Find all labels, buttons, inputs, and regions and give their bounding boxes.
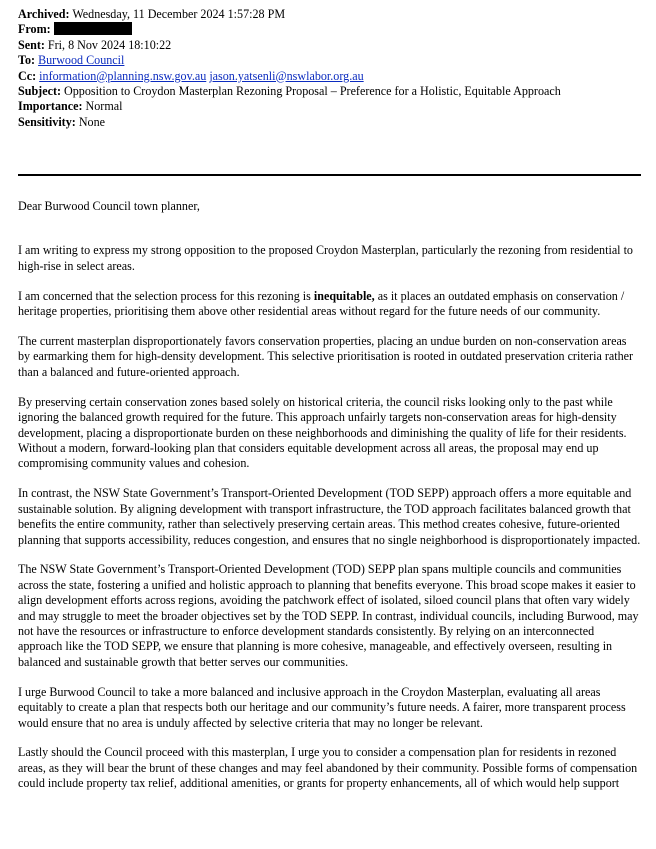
subject-value: Opposition to Croydon Masterplan Rezoning Proposal – Preference for a Holistic, Equitable Approach: [64, 84, 561, 99]
redacted-sender: [54, 22, 132, 35]
email-body: [18, 199, 641, 806]
from-row: [18, 22, 641, 37]
paragraph-5: In contrast, the NSW State Government’s Transport-Oriented Development (TOD SEPP) approach offers a more equitable and sustainable solution. By aligning development with transport infrastructure, the TOD approach facilitates balanced growth that benefits the entire community, rather than selectively preserving certain areas. This method creates cohesive, future-oriented planning that supports accessibility, reduces congestion, and ensures that no single neighborhood is disproportionately impacted.: [18, 486, 641, 547]
paragraph-2-emphasis: inequitable,: [313, 288, 375, 303]
sensitivity-label: Sensitivity:: [18, 114, 76, 129]
sensitivity-value: None: [78, 114, 106, 129]
importance-row: [18, 99, 641, 114]
paragraph-2-end: as it places an outdated emphasis on conservation / heritage properties, prioritising them above other residential areas without regard for the future needs of our community.: [18, 288, 625, 319]
cc-planning-link[interactable]: information@planning.nsw.gov.au: [39, 68, 207, 83]
archived-label: Archived:: [18, 7, 70, 21]
paragraph-4: By preserving certain conservation zones based solely on historical criteria, the council risks looking only to the past while ignoring the balanced growth required for the future. This approach unfairly targets non-conservation areas for high-density development, placing a disproportionate burden on these neighborhoods and diminishing the quality of life for their residents. Without a modern, forward-looking plan that considers equitable development across all areas, the proposal may end up compromising community values and cohesion.: [18, 394, 627, 471]
paragraph-3: The current masterplan disproportionately favors conservation properties, placing an undue burden on non-conservation areas by earmarking them for high-density development. This selective prioritisation is rooted in outdated preservation criteria rather than a balanced and future-oriented approach.: [18, 334, 634, 379]
paragraph-8: Lastly should the Council proceed with this masterplan, I urge you to consider a compensation plan for residents in rezoned areas, as they will bear the brunt of these changes and may feel abandoned by their community. Possible forms of compensation could include property tax relief, additional amenities, or grants for property enhancements, all of which would help support: [18, 745, 638, 791]
sensitivity-row: [18, 115, 641, 130]
subject-row: [18, 84, 641, 99]
paragraph-7: I urge Burwood Council to take a more balanced and inclusive approach in the Croydon Masterplan, evaluating all areas equitably to create a plan that respects both our heritage and our community’s future needs. A fairer, more transparent process would ensure that no area is unduly affected by selective criteria that may no longer be relevant.: [18, 684, 626, 730]
importance-value: Normal: [85, 99, 123, 114]
to-row: [18, 53, 641, 68]
subject-label: Subject:: [18, 84, 61, 99]
importance-label: Importance:: [18, 99, 83, 114]
cc-label: Cc:: [18, 68, 37, 83]
sent-value: Fri, 8 Nov 2024 18:10:22: [47, 37, 172, 52]
cc-labor-link[interactable]: jason.yatsenli@nswlabor.org.au: [209, 68, 364, 83]
paragraph-2-start: I am concerned that the selection process for this rezoning is: [18, 288, 314, 303]
paragraph-2: [18, 289, 641, 320]
salutation: Dear Burwood Council town planner,: [18, 199, 200, 213]
paragraph-6: The NSW State Government’s Transport-Oriented Development (TOD) SEPP plan spans multiple councils and communities across the state, fostering a unified and holistic approach to planning that benefits everyone. This broad scope makes it easier to align development efforts across regions, avoiding the patchwork effect of isolated, siloed council plans that often vary widely and may struggle to meet the broader objectives set by the TOD SEPP. In contrast, individual councils, including Burwood, may not have the resources or infrastructure to enforce development standards consistently. By relying on an interconnected approach like the TOD SEPP, we ensure that planning is more cohesive, manageable, and effectively overseen, resulting in balanced and sustainable growth that better serves our communities.: [18, 562, 639, 669]
to-label: To:: [18, 53, 36, 68]
paragraph-1: I am writing to express my strong opposition to the proposed Croydon Masterplan, particularly the rezoning from residential to high-rise in select areas.: [18, 243, 633, 273]
to-recipient-link[interactable]: Burwood Council: [38, 53, 125, 68]
archived-value: Wednesday, 11 December 2024 1:57:28 PM: [72, 7, 286, 21]
from-label: From:: [18, 22, 51, 37]
archived-row: [18, 7, 641, 22]
header-divider: [18, 174, 641, 176]
cc-row: [18, 69, 641, 84]
sent-label: Sent:: [18, 37, 45, 52]
sent-row: [18, 38, 641, 53]
